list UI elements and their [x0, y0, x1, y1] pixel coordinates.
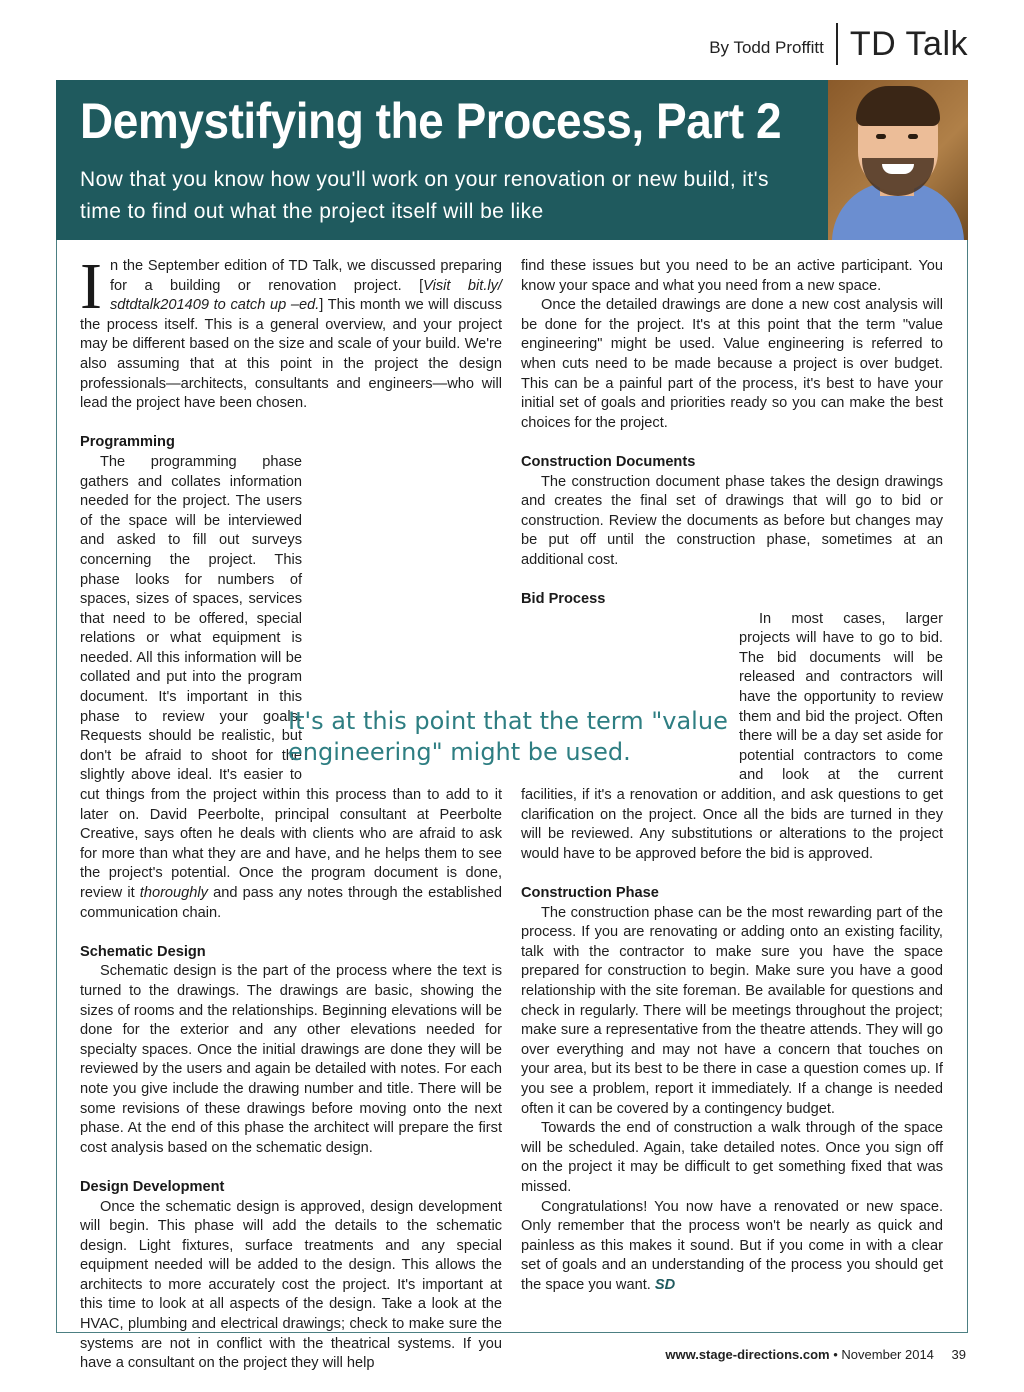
byline [709, 22, 968, 66]
value-engineering-paragraph: Once the detailed drawings are done a new cost analysis will be done for the project. It's at this point that the term "value engineering" might be used. Value engineering is referred to when cuts need to be made because a project is over budget. This can be a painful part of the process, it's best to have your initial set of goals and priorities ready so you can make the best choices for the project. [521, 297, 943, 431]
pull-quote: It's at this point that the term "value engineering" might be used. [288, 707, 728, 766]
byline-divider [836, 23, 838, 65]
walkthrough-paragraph: Towards the end of construction a walk through of the space will be scheduled. Again, take detailed notes. Once you sign off on the project it may be difficult to get something fixed that was missed. [521, 1120, 943, 1195]
column-left [80, 250, 503, 1374]
heading-schematic-design: Schematic Design [80, 943, 206, 960]
design-development-paragraph: Once the schematic design is approved, design development will begin. This phase will add the details to the schematic design. Light fixtures, surface treatments and any special equipment needed will be added to the design. This allows the architects to more accurately cost the project. It's important at this time to look at all aspects of the design. Take a look at the HVAC, plumbing and electrical drawings; check to make sure the systems are not in conflict with the theatrical systems. If you have a consultant on the project they will help [80, 1198, 502, 1372]
heading-design-development: Design Development [80, 1178, 225, 1195]
heading-construction-phase: Construction Phase [521, 885, 659, 901]
bid-process-paragraph: In most cases, larger projects will have to go to bid. The bid documents will be released and contractors will have the opportunity to review them and bid the project. Often there will be a day set aside for potential contractors to come and look at the current facilities, if it's a renovation or addition, and ask questions to get clarification on the project. Once all the bids are turned in they will be reviewed. Any substitutions or alterations to the project would have to be approved before the bid is approved. [521, 610, 943, 862]
footer-separator: • [833, 1347, 838, 1362]
footer-site: www.stage-directions.com [665, 1347, 830, 1362]
heading-bid-process: Bid Process [521, 591, 606, 608]
column-name: TD Talk [849, 24, 968, 63]
continued-paragraph: find these issues but you need to be an active participant. You know your space and what you need from a new space. [521, 258, 943, 294]
end-mark-logo: SD [654, 1276, 676, 1293]
editor-note: Visit bit.ly/ sdtdtalk201409 to catch up –ed. [109, 277, 502, 314]
drop-cap: I [80, 250, 102, 323]
author-photo [828, 80, 968, 240]
footer-issue: November 2014 [841, 1347, 934, 1362]
schematic-paragraph: Schematic design is the part of the process where the text is turned to the drawings. The drawings are basic, showing the sizes of rooms and the relationships. Beginning elevations will be done for the exterior and any other elevations needed for specialty spaces. Once the initial drawings are done they will be reviewed by the users and again be detailed with notes. For each note you give include the drawing number and title. There will be some revisions of these drawings before moving onto the next phase. At the end of this phase the architect will prepare the first cost analysis based on the schematic design. [80, 963, 502, 1156]
programming-paragraph: The programming phase gathers and collates information needed for the project. The users of the space will be interviewed and asked to fill out surveys concerning the project. This phase looks for numbers of spaces, sizes of spaces, services that need to be offered, special relations or what equipment is needed. All this information will be collated and put into the program document. It's important in this phase to review your goals. Requests should be realistic, but don't be afraid to shoot for the slightly above ideal. It's easier to cut things from the project within this process than to add to it later on. David Peerbolte, principal consultant at Peerbolte Creative, says often he deals with clients who are afraid to ask for more than what they are and have, and he helps them to see the project's potential. Once the program document is done, review it thoroughly and pass any notes through the established communication chain. [80, 453, 503, 921]
headline-banner [56, 80, 968, 240]
article-dek: Now that you know how you'll work on your renovation or new build, it's time to find out what the project itself will be like [80, 168, 769, 223]
construction-phase-paragraph: The construction phase can be the most rewarding part of the process. If you are renovating or adding onto an existing facility, talk with the contractor to make sure you have the space prepared for construction to begin. Make sure you have a good relationship with the site foreman. Be available for questions and check in regularly. There will be meetings throughout the project; make sure a representative from the theatre attends. They will go over everything and may not have a concern that touches on your area, but its best to be there in case a question comes up. If you see a problem, report it immediately. If a change is needed often it can be covered by a contingency budget. [521, 904, 943, 1117]
intro-paragraph: In the September edition of TD Talk, we discussed preparing for a building or renovation project. [Visit bit.ly/ sdtdtalk201409 to catch up –ed.] This month we will discuss the process itself. This is a general overview, and your project may be different based on the size and scale of your build. We're also assuming that at this point in the project the design professionals—architects, consultants and engineers—who will lead the project have been chosen. [80, 250, 503, 412]
heading-construction-documents: Construction Documents [521, 453, 696, 470]
column-right [521, 257, 943, 1295]
heading-programming: Programming [80, 434, 175, 451]
page-number: 39 [951, 1347, 966, 1362]
construction-documents-paragraph: The construction document phase takes the design drawings and creates the final set of drawings that will go to bid or construction. Review the documents as before but changes may be put off until the construction phase, sometimes at an additional cost. [521, 473, 943, 568]
closing-paragraph: Congratulations! You now have a renovated or new space. Only remember that the process won't be nearly as quick and painless as this makes it sound. But if you come in with a clear set of goals and an understanding of the process you should get the space you want. SD [521, 1198, 943, 1293]
page-footer [665, 1347, 966, 1362]
article-headline: Demystifying the Process, Part 2 [80, 93, 782, 149]
author-name: By Todd Proffitt [709, 38, 824, 57]
